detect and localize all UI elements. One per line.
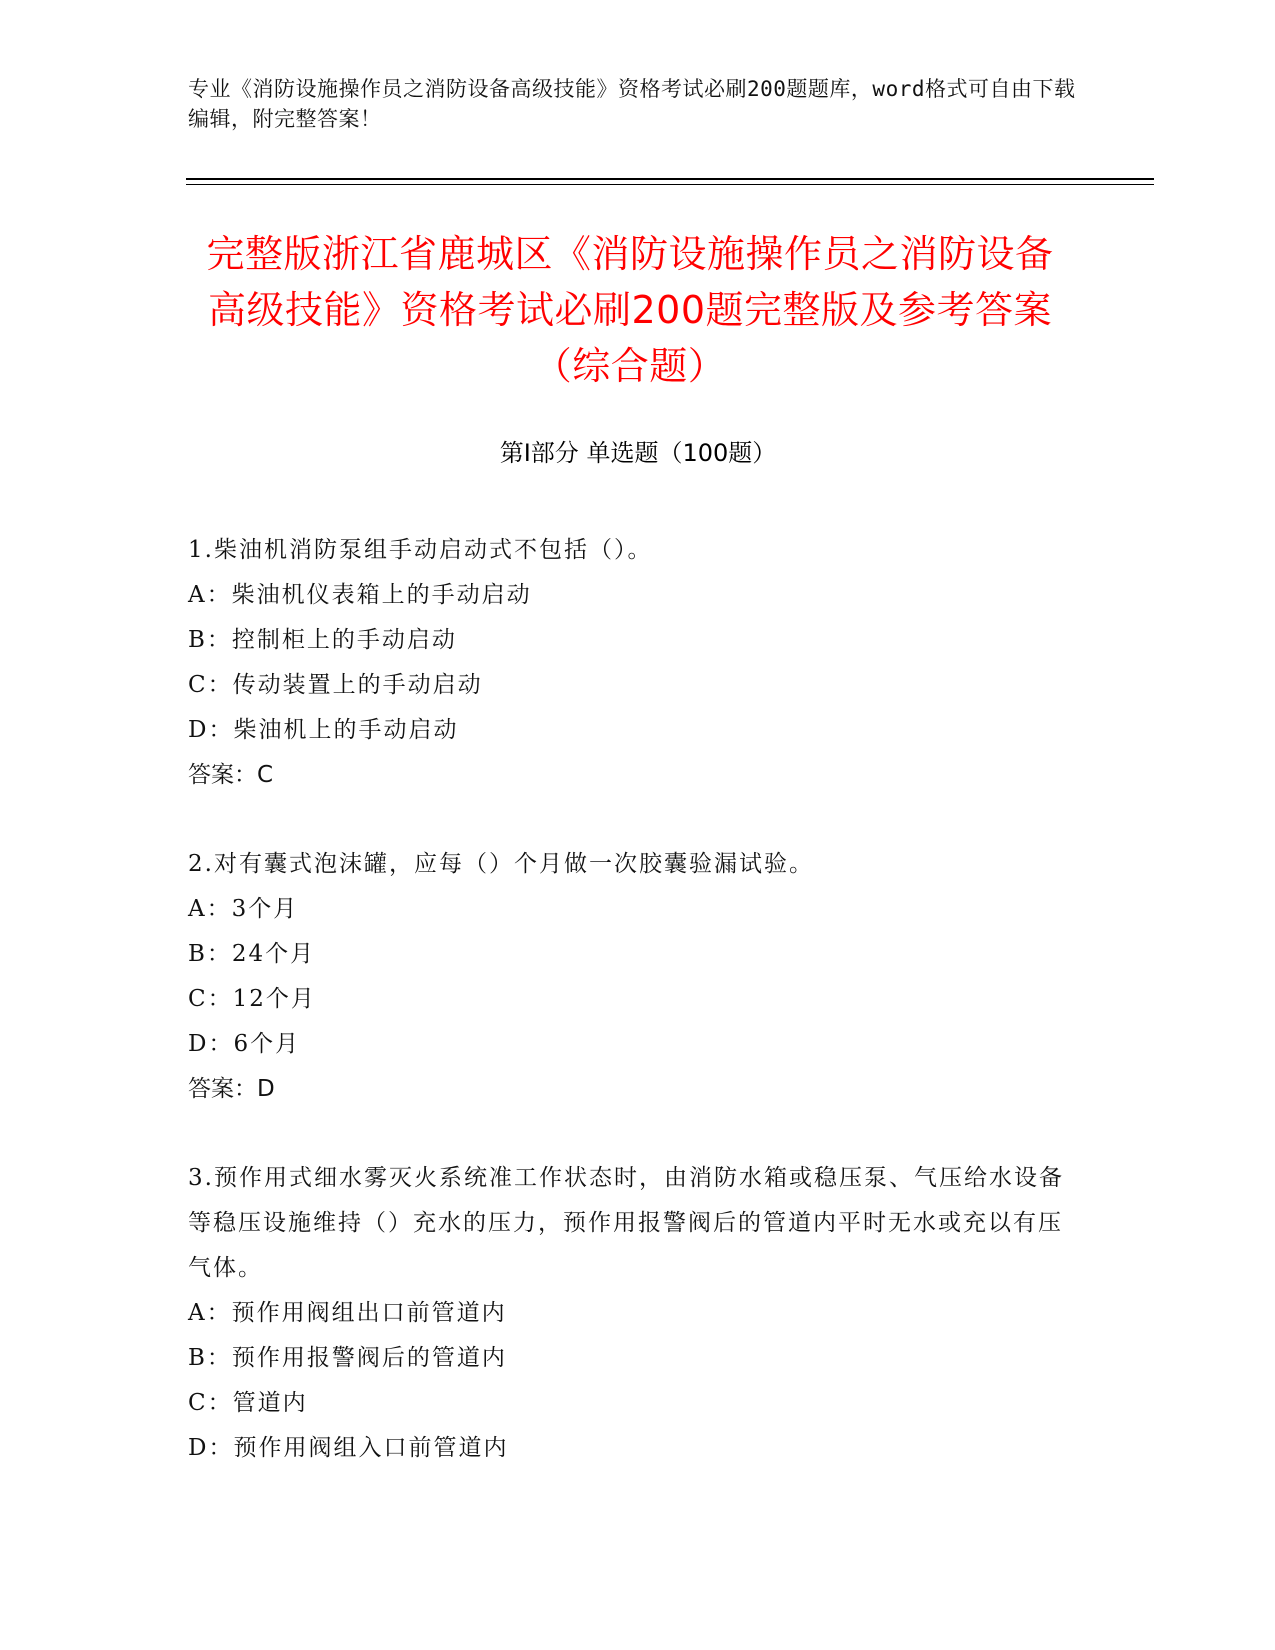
document-title: 完整版浙江省鹿城区《消防设施操作员之消防设备高级技能》资格考试必刷200题完整版及参考答案（综合题） — [206, 232, 1054, 388]
answer: 答案：C — [188, 762, 274, 788]
question-list — [188, 528, 1068, 1515]
option-c: C：12个月 — [188, 986, 316, 1012]
option-c: C：管道内 — [188, 1390, 308, 1416]
option-d: D：柴油机上的手动启动 — [188, 717, 459, 743]
option-a: A：柴油机仪表箱上的手动启动 — [188, 582, 532, 608]
option-d: D：6个月 — [188, 1031, 301, 1057]
option-d: D：预作用阀组入口前管道内 — [188, 1435, 509, 1461]
option-b: B：控制柜上的手动启动 — [188, 627, 457, 653]
header-note: 专业《消防设施操作员之消防设备高级技能》资格考试必刷200题题库，word格式可自由下载编辑，附完整答案！ — [188, 77, 1076, 131]
question-stem: 3.预作用式细水雾灭火系统准工作状态时，由消防水箱或稳压泵、气压给水设备等稳压设施维持（）充水的压力，预作用报警阀后的管道内平时无水或充以有压气体。 — [188, 1165, 1064, 1281]
question-3 — [188, 1156, 1068, 1471]
option-b: B：预作用报警阀后的管道内 — [188, 1345, 507, 1371]
question-stem: 1.柴油机消防泵组手动启动式不包括（）。 — [188, 537, 653, 563]
option-a: A：3个月 — [188, 896, 299, 922]
section-title: 第Ⅰ部分 单选题（100题） — [499, 439, 777, 467]
option-a: A：预作用阀组出口前管道内 — [188, 1300, 507, 1326]
answer: 答案：D — [188, 1076, 275, 1102]
header-rule-thin — [186, 184, 1154, 185]
option-c: C：传动装置上的手动启动 — [188, 672, 483, 698]
question-1 — [188, 528, 1068, 798]
question-stem: 2.对有囊式泡沫罐，应每（）个月做一次胶囊验漏试验。 — [188, 851, 814, 877]
option-b: B：24个月 — [188, 941, 316, 967]
question-2 — [188, 842, 1068, 1112]
header-rule-thick — [186, 178, 1154, 180]
